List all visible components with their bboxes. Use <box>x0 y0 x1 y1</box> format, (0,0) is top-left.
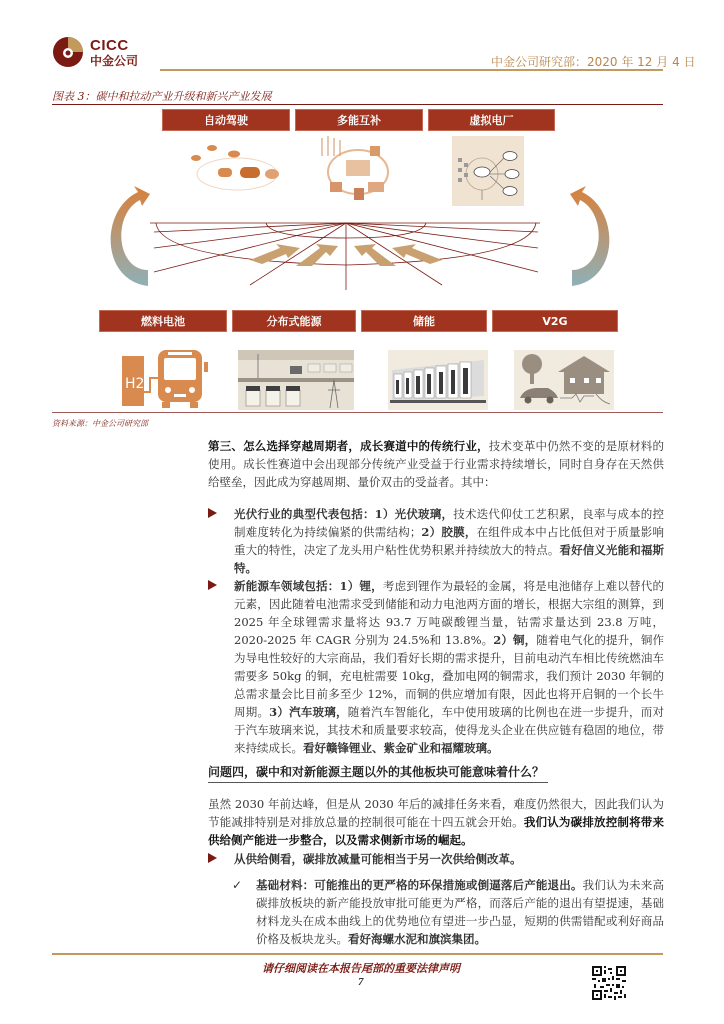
cicc-logo-mark-icon <box>52 36 84 68</box>
bullet-triangle-icon <box>208 508 217 518</box>
category-label: 虚拟电厂 <box>469 114 514 127</box>
vehicle-to-grid-illustration <box>514 350 614 410</box>
category-multi-energy <box>295 109 423 131</box>
bullet2-text-1: 考虑到锂作为最轻的金属，将是电池储存上难以替代的元素，因此随着电池需求受到储能和动力电池两方面的增长，根据大宗组的测算，到 2025 年全球锂需求量将达 93.7 万吨碳酸锂当量，钴需求量达到 23.8 万吨，2020-2025 年 CAGR 分别为 24.5%和 13.8%。 <box>234 579 664 647</box>
logo-chinese: 中金公司 <box>90 53 139 68</box>
report-date: 中金公司研究部：2020 年 12 月 4 日 <box>491 55 696 69</box>
para2-text: 虽然 2030 年前达峰，但是从 2030 年后的减排任务来看，难度仍然很大，因此我们认为节能减排特别是对排放总量的控制很可能在十四五就会开始。 <box>208 797 664 829</box>
hydrogen-fuel-bus-icon <box>122 348 212 408</box>
check1-bold-2: 看好海螺水泥和旗滨集团。 <box>348 932 486 946</box>
bullet1-bold-3: 看好信义光能和福斯特。 <box>234 543 664 575</box>
bullet2-bold-1: 新能源车领域包括：1）锂， <box>234 579 383 593</box>
logo-english: CICC <box>90 36 129 54</box>
page-number: 7 <box>358 976 364 988</box>
paragraph-third-point <box>208 437 664 491</box>
distributed-energy-illustration <box>238 350 354 410</box>
footer-divider <box>52 953 663 955</box>
category-label: 多能互补 <box>337 114 381 127</box>
category-label: 分布式能源 <box>266 315 322 328</box>
bullet-triangle-icon <box>208 580 217 590</box>
category-label: 储能 <box>413 315 435 328</box>
bullet2-bold-2: 2）铜， <box>493 633 537 647</box>
check1-bold-1: 基础材料：可能推出的更严格的环保措施或倒逼落后产能退出。 <box>256 878 583 892</box>
para2-bold: 我们认为碳排放控制将带来供给侧产能进一步整合，以及需求侧新市场的崛起。 <box>208 815 664 847</box>
figure-top-rule <box>52 104 663 105</box>
category-distributed-energy <box>232 310 356 332</box>
bullet-new-energy-vehicles <box>208 577 664 757</box>
bullet1-bold-1: 光伏行业的典型代表包括：1）光伏玻璃， <box>234 507 454 521</box>
paragraph-emission-reduction <box>208 795 664 849</box>
figure-bottom-rule <box>52 412 663 413</box>
checkmark-icon: ✓ <box>232 878 243 892</box>
energy-storage-cabinets-illustration <box>388 350 488 410</box>
para1-bold: 第三、怎么选择穿越周期者，成长赛道中的传统行业， <box>208 439 489 453</box>
category-autonomous-driving <box>162 109 290 131</box>
bullet1-bold-2: 2）胶膜， <box>421 525 477 539</box>
category-energy-storage <box>361 310 487 332</box>
category-v2g <box>492 310 618 332</box>
figure-title: 图表 3：碳中和拉动产业升级和新兴产业发展 <box>52 90 272 103</box>
category-fuel-cell <box>99 310 227 332</box>
question-four-heading: 问题四，碳中和对新能源主题以外的其他板块可能意味着什么？ <box>208 765 545 779</box>
bullet2-bold-3: 3）汽车玻璃， <box>269 705 348 719</box>
qr-code-icon <box>592 966 626 1000</box>
bullet2-bold-4: 看好赣锋锂业、紫金矿业和福耀玻璃。 <box>303 741 499 755</box>
bullet3-bold: 从供给侧看，碳排放减量可能相当于另一次供给侧改革。 <box>234 852 522 866</box>
bullet-triangle-icon <box>208 853 217 863</box>
figure-source: 资料来源：中金公司研究部 <box>52 419 148 428</box>
svg-text:H2: H2 <box>125 376 145 392</box>
category-label: V2G <box>542 314 568 328</box>
perspective-grid-diagram <box>90 170 630 310</box>
question-heading-underline <box>208 782 548 783</box>
check-item-basic-materials <box>232 876 664 948</box>
category-virtual-power-plant <box>428 109 555 131</box>
header-divider <box>160 69 663 71</box>
bullet1-text-1: 技术迭代仰仗工艺积累，良率与成本的控制难度转化为持续偏紧的供需结构； <box>234 507 665 539</box>
legal-notice: 请仔细阅读在本报告尾部的重要法律声明 <box>262 962 460 975</box>
bullet-supply-side <box>208 850 664 868</box>
bullet2-text-2: 随着电气化的提升，铜作为导电性较好的大宗商品，我们看好长期的需求提升，目前电动汽车相比传统燃油车需要多 50kg 的铜，充电桩需要 10kg，叠加电网的铜需求，我们预计 2030 年铜的总需求量会比目前多至少 12%，而铜的供应增加有限，因此也将开启铜的一个长牛周期。 <box>234 633 665 719</box>
para1-text: 技术变革中仍然不变的是原材料的使用。成长性赛道中会出现部分传统产业受益于行业需求持续增长，同时自身存在天然供给壁垒，因此成为穿越周期、量价双击的受益者。其中： <box>208 439 664 489</box>
bullet1-text-2: 在组件成本中占比低但对于质量影响重大的特性，决定了龙头用户粘性优势积累并持续放大的特点。 <box>234 525 664 557</box>
bullet-photovoltaic <box>208 505 664 577</box>
cicc-logo <box>52 36 138 68</box>
bullet2-text-3: 随着汽车智能化，车中使用玻璃的比例也在进一步提升，而对于汽车玻璃来说，其技术和质量要求较高，使得龙头企业在供应链有稳固的地位，带来持续成长。 <box>234 705 664 755</box>
category-label: 燃料电池 <box>141 315 185 328</box>
category-label: 自动驾驶 <box>204 114 248 127</box>
check1-text: 我们认为未来高碳排放板块的新产能投放审批可能更为严格，而落后产能的退出有望提速，基础材料龙头在成本曲线上的优势地位有望进一步凸显，短期的供需错配或利好商品价格及板块龙头。 <box>256 878 665 946</box>
